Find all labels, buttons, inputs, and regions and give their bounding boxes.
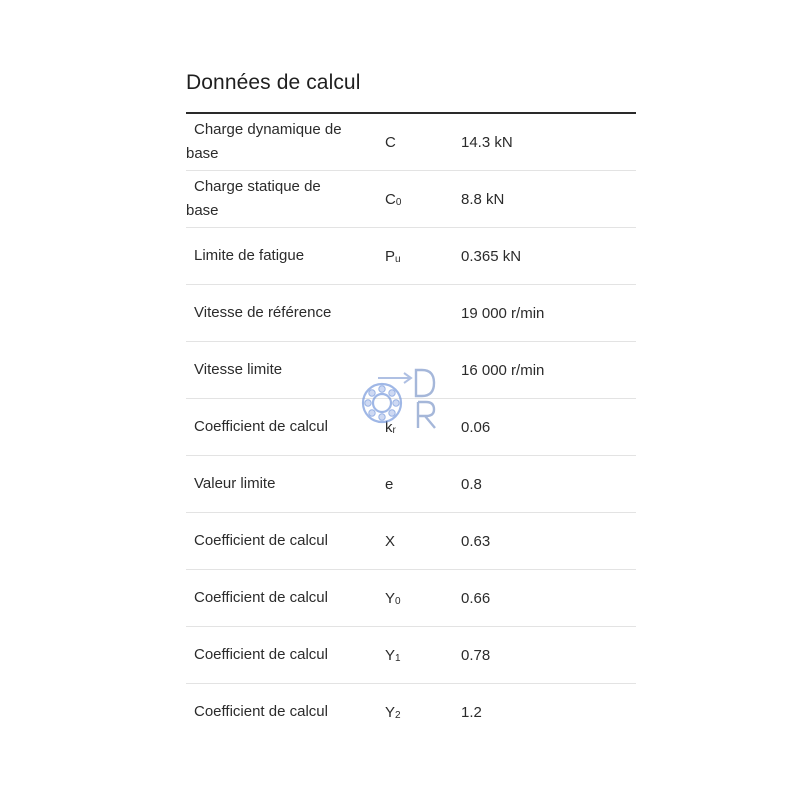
row-symbol: e <box>385 475 394 493</box>
row-symbol: Y $_0$ <box>385 589 401 607</box>
table-row <box>186 570 636 627</box>
row-value: 19 000 r/min <box>461 304 545 322</box>
row-label: Coefficient de calcul <box>194 589 328 606</box>
row-value: 0.63 <box>461 532 491 550</box>
row-label: Coefficient de calcul <box>194 703 328 720</box>
row-symbol: C $_0$ <box>385 190 402 208</box>
row-symbol: X <box>385 532 396 550</box>
row-symbol: C <box>385 133 396 151</box>
row-value: 1.2 <box>461 703 482 721</box>
row-value: 14.3 kN <box>461 133 513 151</box>
row-label: Valeur limite <box>194 475 276 492</box>
row-value: 0.66 <box>461 589 491 607</box>
table-row <box>186 684 636 741</box>
row-value: 16 000 r/min <box>461 361 545 379</box>
row-label: Vitesse de référence <box>194 304 332 321</box>
table-row <box>186 513 636 570</box>
table-row <box>186 171 636 228</box>
row-label: Charge statique de base <box>186 178 321 219</box>
row-label: Coefficient de calcul <box>194 532 328 549</box>
row-label: Coefficient de calcul <box>194 418 328 435</box>
row-value: 0.06 <box>461 418 491 436</box>
table-row <box>186 627 636 684</box>
row-symbol: P $_u$ <box>385 247 401 265</box>
row-value: 0.365 kN <box>461 247 522 265</box>
row-label: Charge dynamique de base <box>186 121 342 162</box>
bearing-logo-icon <box>358 366 440 432</box>
table-row <box>186 456 636 513</box>
row-value: 0.78 <box>461 646 491 664</box>
table-row <box>186 114 636 171</box>
row-label: Coefficient de calcul <box>194 646 328 663</box>
row-value: 8.8 kN <box>461 190 505 208</box>
row-symbol: k $_r$ <box>385 418 396 436</box>
table-row <box>186 228 636 285</box>
section-title: Données de calcul <box>186 71 361 94</box>
row-symbol: Y $_2$ <box>385 703 401 721</box>
row-label: Limite de fatigue <box>194 247 305 264</box>
row-label: Vitesse limite <box>194 361 283 378</box>
row-symbol: Y $_1$ <box>385 646 401 664</box>
row-value: 0.8 <box>461 475 482 493</box>
table-row <box>186 285 636 342</box>
